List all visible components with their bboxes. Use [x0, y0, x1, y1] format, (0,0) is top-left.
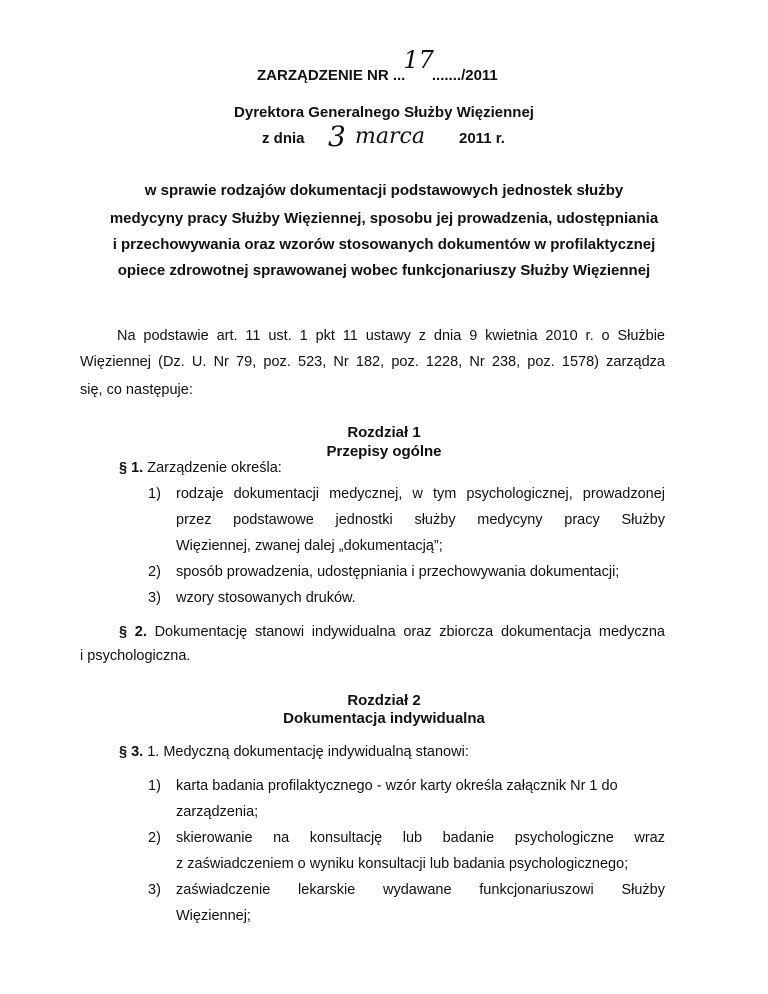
section-3	[119, 744, 469, 760]
preamble-line-3: się, co następuje:	[80, 382, 193, 398]
subject-line-4: opiece zdrowotnej sprawowanej wobec funkcjonariuszy Służby Więziennej	[117, 262, 651, 279]
title-suffix: ......./2011	[431, 67, 498, 84]
handwritten-day: 3	[328, 120, 346, 153]
section-2-line-1	[119, 624, 665, 640]
ch1-item-1-line-2: przez podstawowe jednostki służby medycyny pracy Służby	[176, 512, 665, 528]
ch2-item-3-line-1: zaświadczenie lekarskie wydawane funkcjonariuszowi Służby	[176, 882, 665, 898]
preamble-line-2: Więziennej (Dz. U. Nr 79, poz. 523, Nr 182, poz. 1228, Nr 238, poz. 1578) zarządza	[80, 354, 665, 370]
section-2-line-2: i psychologiczna.	[80, 648, 191, 664]
ch2-item-1-number: 1)	[148, 778, 161, 794]
subject-line-1: w sprawie rodzajów dokumentacji podstawowych jednostek służby	[144, 182, 624, 199]
ch1-item-1-number: 1)	[148, 486, 161, 502]
ch2-item-1-line-1: karta badania profilaktycznego - wzór karty określa załącznik Nr 1 do	[176, 778, 618, 794]
ch1-item-2-number: 2)	[148, 564, 161, 580]
chapter-1-title: Przepisy ogólne	[326, 443, 442, 460]
handwritten-order-number: 17	[403, 46, 434, 74]
ch1-item-3-number: 3)	[148, 590, 161, 606]
chapter-2-number: Rozdział 2	[347, 692, 421, 709]
ch2-item-3-line-2: Więziennej;	[176, 908, 251, 924]
subject-line-2: medycyny pracy Służby Więziennej, sposobu jej prowadzenia, udostępniania	[109, 210, 659, 227]
title-prefix: ZARZĄDZENIE NR ...	[257, 67, 406, 84]
issuer-line: Dyrektora Generalnego Służby Więziennej	[234, 104, 534, 121]
ch1-item-3-text: wzory stosowanych druków.	[176, 590, 356, 606]
document-title	[257, 46, 498, 86]
chapter-1-number: Rozdział 1	[347, 424, 421, 441]
preamble-line-1: Na podstawie art. 11 ust. 1 pkt 11 ustawy z dnia 9 kwietnia 2010 r. o Służbie	[117, 328, 665, 344]
ch2-item-2-line-2: z zaświadczeniem o wyniku konsultacji lub badania psychologicznego;	[176, 856, 629, 872]
date-year: 2011 r.	[459, 130, 505, 147]
ch2-item-1-line-2: zarządzenia;	[176, 804, 259, 820]
ch2-item-2-line-1: skierowanie na konsultację lub badanie psychologiczne wraz	[176, 830, 665, 846]
section-2-text: Dokumentację stanowi indywidualna oraz zbiorcza dokumentacja medyczna	[154, 624, 666, 640]
section-1-mark: § 1.	[119, 460, 144, 476]
section-2-mark: § 2.	[119, 624, 147, 640]
handwritten-month: marca	[355, 124, 425, 149]
ch1-item-2-text: sposób prowadzenia, udostępniania i przechowywania dokumentacji;	[176, 564, 620, 580]
ch2-item-3-number: 3)	[148, 882, 161, 898]
subject-line-3: i przechowywania oraz wzorów stosowanych dokumentów w profilaktycznej	[112, 236, 656, 253]
section-3-mark: § 3.	[119, 744, 144, 760]
chapter-2-title: Dokumentacja indywidualna	[283, 710, 485, 727]
section-3-text: 1. Medyczną dokumentację indywidualną stanowi:	[147, 744, 469, 760]
ch1-item-1-line-1: rodzaje dokumentacji medycznej, w tym psychologicznej, prowadzonej	[176, 486, 665, 502]
date-label: z dnia	[262, 130, 305, 147]
ch1-item-1-line-3: Więziennej, zwanej dalej „dokumentacją”;	[176, 538, 443, 554]
section-1	[119, 460, 282, 476]
ch2-item-2-number: 2)	[148, 830, 161, 846]
section-1-text: Zarządzenie określa:	[147, 460, 282, 476]
